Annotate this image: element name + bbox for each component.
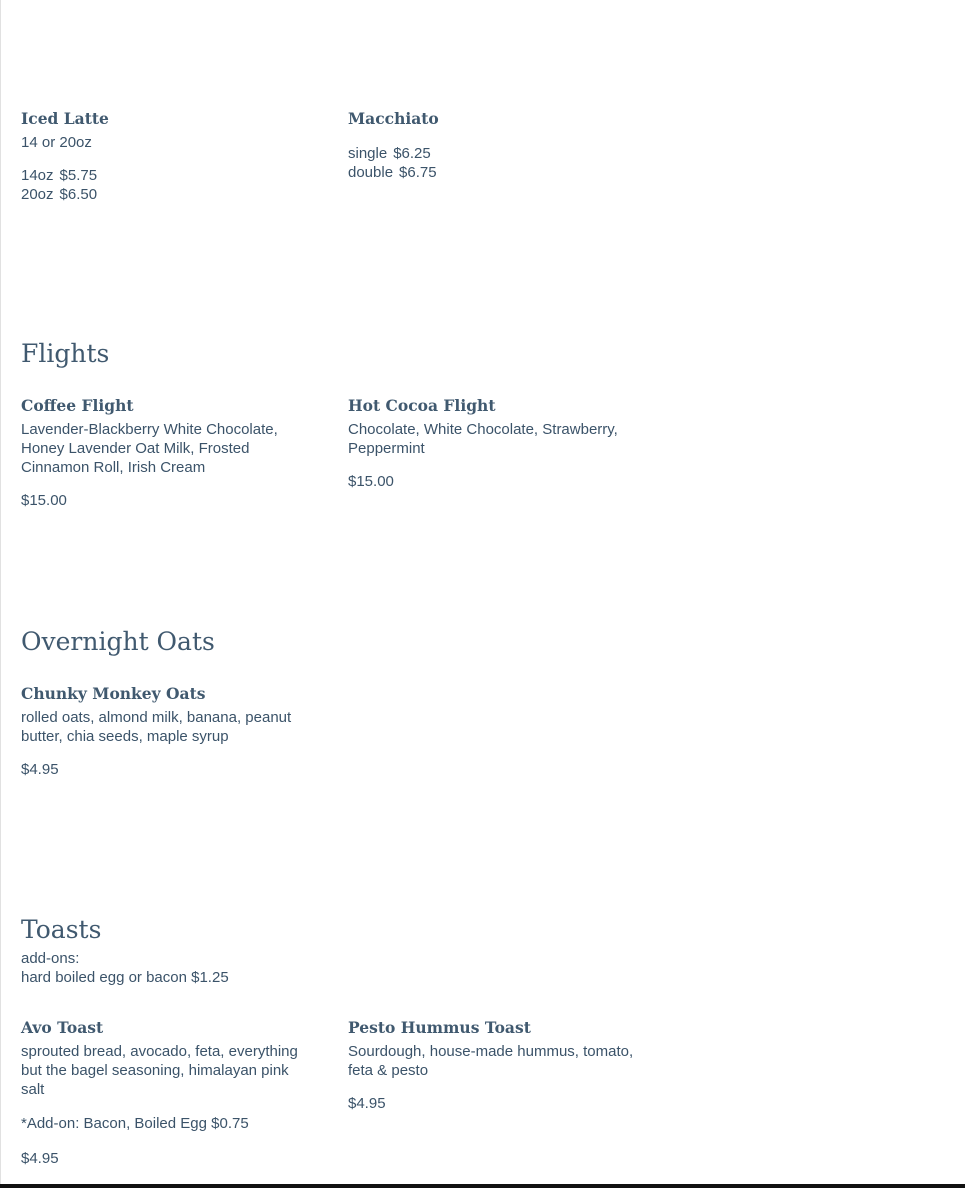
- size-label: single: [348, 145, 388, 162]
- addons-detail: hard boiled egg or bacon $1.25: [21, 969, 229, 986]
- price-row: [21, 185, 311, 204]
- item-description: 14 or 20oz: [21, 134, 92, 151]
- menu-item-iced-latte: [21, 109, 311, 204]
- price-list: [21, 166, 311, 204]
- section-title-toasts: Toasts: [21, 915, 102, 944]
- item-name: Avo Toast: [21, 1018, 104, 1037]
- section-title-overnight-oats: Overnight Oats: [21, 627, 215, 656]
- item-addon: *Add-on: Bacon, Boiled Egg $0.75: [21, 1115, 249, 1132]
- size-label: double: [348, 164, 394, 181]
- size-label: 20oz: [21, 186, 54, 203]
- menu-item-pesto-hummus-toast: [348, 1018, 638, 1113]
- price-value: $6.25: [393, 145, 431, 162]
- section-note-addons: [21, 949, 421, 987]
- item-description: Chocolate, White Chocolate, Strawberry, Peppermint: [348, 421, 618, 457]
- price-row: [21, 166, 311, 185]
- item-description: Lavender-Blackberry White Chocolate, Honey Lavender Oat Milk, Frosted Cinnamon Roll, Irish Cream: [21, 421, 278, 476]
- item-name: Macchiato: [348, 109, 439, 128]
- item-name: Chunky Monkey Oats: [21, 684, 206, 703]
- item-price: $4.95: [21, 1150, 59, 1167]
- item-name: Coffee Flight: [21, 396, 134, 415]
- menu-item-chunky-monkey-oats: [21, 684, 311, 779]
- item-name: Pesto Hummus Toast: [348, 1018, 531, 1037]
- addons-label: add-ons:: [21, 950, 80, 967]
- price-value: $5.75: [59, 167, 98, 184]
- price-value: $6.75: [399, 164, 437, 181]
- menu-item-hot-cocoa-flight: [348, 396, 638, 491]
- item-name: Iced Latte: [21, 109, 109, 128]
- menu-item-macchiato: [348, 109, 638, 182]
- item-description: sprouted bread, avocado, feta, everything but the bagel seasoning, himalayan pink salt: [21, 1043, 298, 1098]
- item-price: $15.00: [348, 473, 394, 490]
- item-description: Sourdough, house-made hummus, tomato, feta & pesto: [348, 1043, 634, 1079]
- menu-item-coffee-flight: [21, 396, 311, 510]
- menu-item-avo-toast: [21, 1018, 311, 1168]
- page-left-border: [0, 0, 1, 1188]
- size-label: 14oz: [21, 167, 54, 184]
- item-description: rolled oats, almond milk, banana, peanut butter, chia seeds, maple syrup: [21, 709, 292, 745]
- section-title-flights: Flights: [21, 339, 110, 368]
- bottom-border: [0, 1184, 965, 1188]
- item-price: $4.95: [348, 1095, 386, 1112]
- price-row: [348, 144, 638, 163]
- price-value: $6.50: [59, 186, 98, 203]
- item-name: Hot Cocoa Flight: [348, 396, 496, 415]
- item-price: $15.00: [21, 492, 67, 509]
- item-price: $4.95: [21, 761, 59, 778]
- price-row: [348, 163, 638, 182]
- price-list: [348, 144, 638, 182]
